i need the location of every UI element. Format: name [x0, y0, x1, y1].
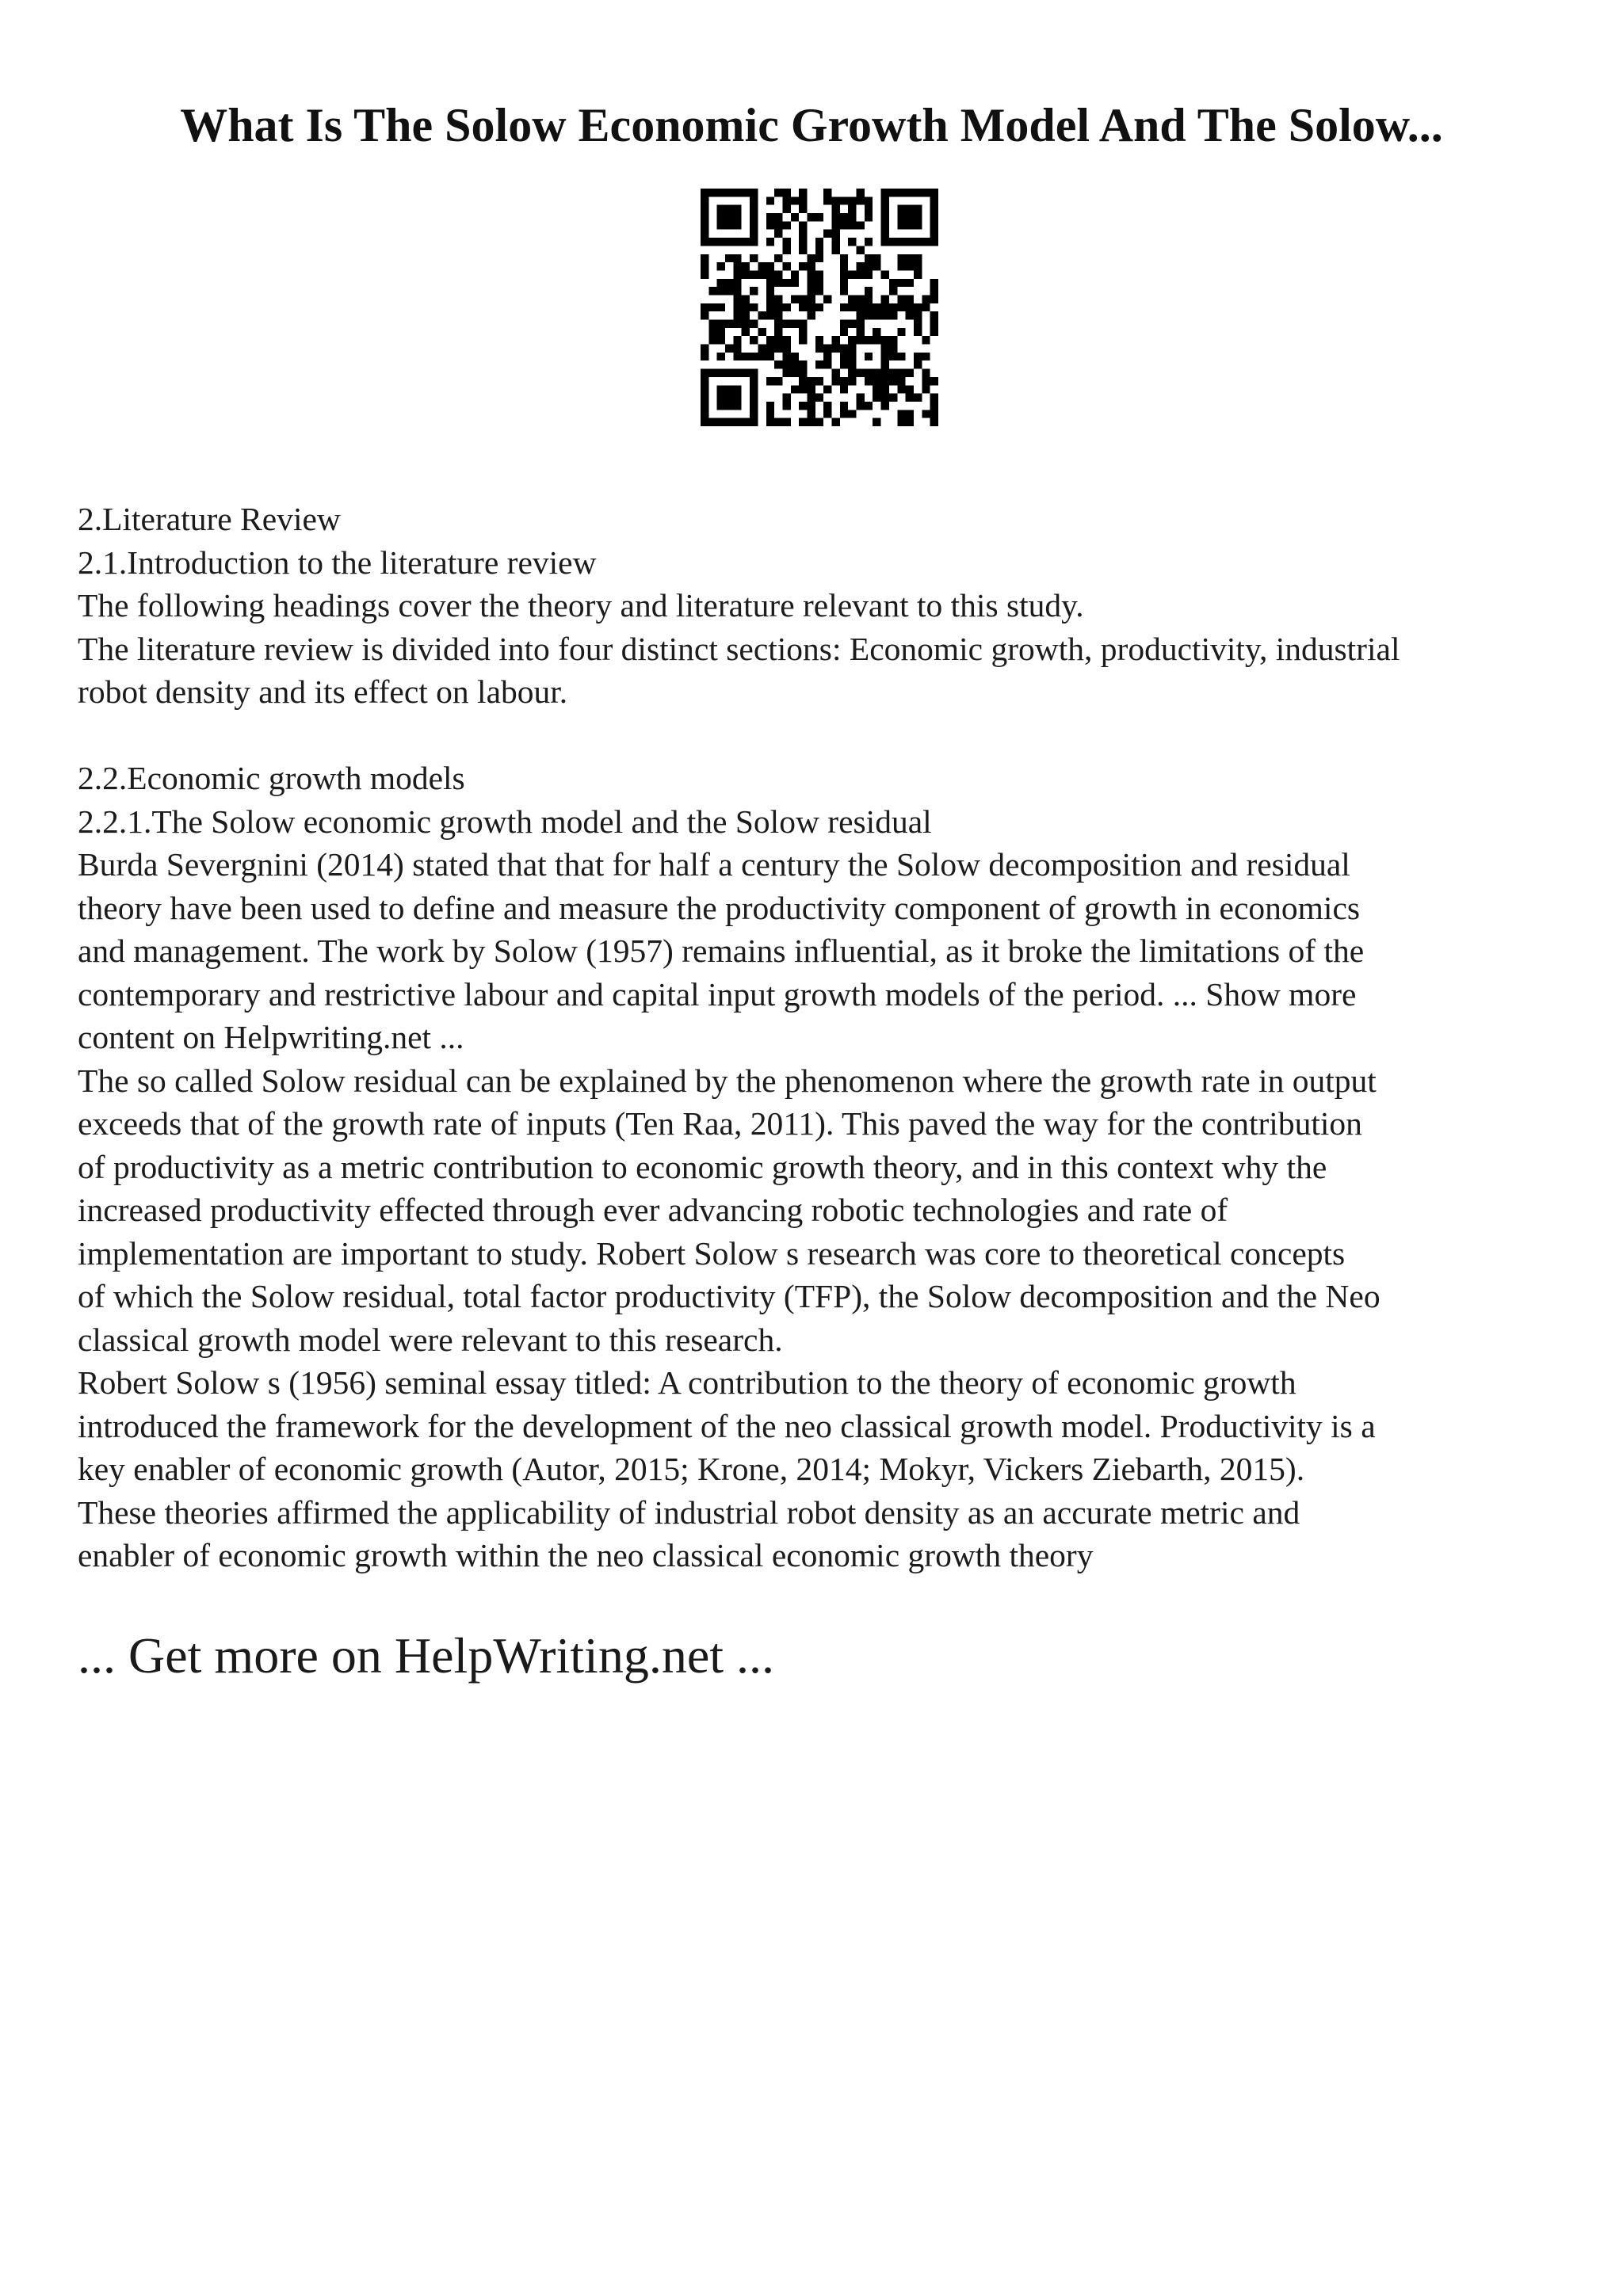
text-line: contemporary and restrictive labour and capital input growth models of the period. ... Show more — [78, 975, 1357, 1013]
text-line: classical growth model were relevant to this research. — [78, 1321, 783, 1358]
text-line: Burda Severgnini (2014) stated that that for half a century the Solow decomposition and residual — [78, 846, 1350, 883]
text-line: robot density and its effect on labour. — [78, 673, 568, 710]
text-line: Robert Solow s (1956) seminal essay titled: A contribution to the theory of economic growth — [78, 1364, 1296, 1401]
text-line: introduced the framework for the development of the neo classical growth model. Productivity is a — [78, 1407, 1376, 1444]
text-line: implementation are important to study. Robert Solow s research was core to theoretical concepts — [78, 1234, 1346, 1272]
text-line: content on Helpwriting.net ... — [78, 1019, 464, 1055]
text-line: of which the Solow residual, total factor productivity (TFP), the Solow decomposition and the Neo — [78, 1278, 1381, 1314]
text-line: increased productivity effected through ever advancing robotic technologies and rate of — [78, 1192, 1228, 1228]
text-line: enabler of economic growth within the neo classical economic growth theory — [78, 1537, 1094, 1573]
text-line: key enabler of economic growth (Autor, 2015; Krone, 2014; Mokyr, Vickers Ziebarth, 2015). — [78, 1451, 1305, 1487]
qr-code-icon — [701, 189, 938, 426]
text-line: These theories affirmed the applicability of industrial robot density as an accurate metric and — [78, 1493, 1300, 1531]
text-line: The following headings cover the theory and literature relevant to this study. — [78, 587, 1084, 624]
text-line: 2.2.1.The Solow economic growth model and the Solow residual — [78, 803, 932, 840]
text-line: exceeds that of the growth rate of inputs (Ten Raa, 2011). This paved the way for the contribution — [78, 1105, 1362, 1142]
text-line: 2.1.Introduction to the literature review — [78, 543, 597, 581]
text-line: and management. The work by Solow (1957) remains influential, as it broke the limitations of the — [78, 933, 1365, 969]
text-line: The literature review is divided into four distinct sections: Economic growth, productivity, industrial — [78, 630, 1400, 667]
paragraph-spacer — [78, 714, 1583, 757]
text-line: 2.2.Economic growth models — [78, 760, 465, 796]
get-more-link[interactable]: ... Get more on HelpWriting.net ... — [78, 1627, 774, 1684]
page-title: What Is The Solow Economic Growth Model And The Solow... — [180, 99, 1443, 151]
text-line: of productivity as a metric contribution to economic growth theory, and in this context why the — [78, 1148, 1327, 1185]
text-line: The so called Solow residual can be explained by the phenomenon where the growth rate in output — [78, 1062, 1377, 1099]
text-line: 2.Literature Review — [78, 501, 341, 537]
article-body — [78, 498, 1583, 1577]
text-line: theory have been used to define and measure the productivity component of growth in economics — [78, 889, 1361, 926]
